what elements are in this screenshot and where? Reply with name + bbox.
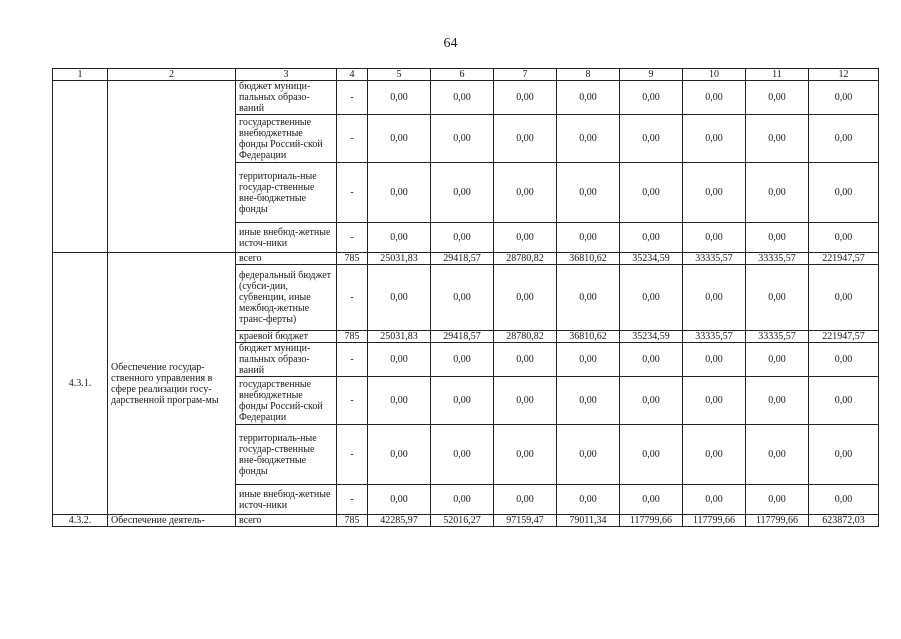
item-number: 4.3.2. (53, 515, 108, 527)
amount-cell: 0,00 (494, 81, 557, 115)
funding-source: иные внебюд-жетные источ-ники (236, 223, 337, 253)
amount-cell: 0,00 (368, 115, 431, 163)
amount-cell: 25031,83 (368, 253, 431, 265)
amount-cell: 0,00 (620, 343, 683, 377)
column-header: 3 (236, 69, 337, 81)
amount-cell: 0,00 (431, 343, 494, 377)
amount-cell: 0,00 (620, 81, 683, 115)
amount-cell: 0,00 (557, 163, 620, 223)
budget-table (52, 68, 879, 527)
ministry-code: - (337, 485, 368, 515)
amount-cell: 0,00 (683, 343, 746, 377)
table-row (53, 81, 879, 115)
amount-cell: 623872,03 (809, 515, 879, 527)
column-header: 12 (809, 69, 879, 81)
amount-cell: 0,00 (683, 377, 746, 425)
ministry-code: 785 (337, 331, 368, 343)
column-header: 7 (494, 69, 557, 81)
ministry-code: - (337, 425, 368, 485)
ministry-code: - (337, 265, 368, 331)
ministry-code: - (337, 163, 368, 223)
amount-cell: 35234,59 (620, 253, 683, 265)
page-number: 64 (443, 36, 458, 51)
amount-cell: 117799,66 (746, 515, 809, 527)
amount-cell: 0,00 (431, 377, 494, 425)
amount-cell: 0,00 (809, 485, 879, 515)
amount-cell: 42285,97 (368, 515, 431, 527)
amount-cell: 0,00 (683, 81, 746, 115)
amount-cell: 0,00 (809, 81, 879, 115)
amount-cell: 0,00 (557, 425, 620, 485)
amount-cell: 33335,57 (746, 253, 809, 265)
amount-cell: 0,00 (620, 377, 683, 425)
amount-cell: 33335,57 (746, 331, 809, 343)
funding-source: государственные внебюджетные фонды Россий-ской Федерации (236, 377, 337, 425)
amount-cell: 0,00 (557, 115, 620, 163)
funding-source: всего (236, 515, 337, 527)
amount-cell: 0,00 (494, 425, 557, 485)
ministry-code: 785 (337, 515, 368, 527)
amount-cell: 0,00 (746, 343, 809, 377)
amount-cell: 0,00 (494, 265, 557, 331)
amount-cell: 0,00 (368, 343, 431, 377)
amount-cell: 36810,62 (557, 331, 620, 343)
funding-source: территориаль-ные государ-ственные вне-бюджетные фонды (236, 163, 337, 223)
amount-cell: 0,00 (809, 377, 879, 425)
amount-cell: 0,00 (746, 163, 809, 223)
amount-cell: 0,00 (368, 81, 431, 115)
ministry-code: - (337, 223, 368, 253)
amount-cell: 0,00 (620, 115, 683, 163)
amount-cell: 0,00 (746, 223, 809, 253)
amount-cell: 0,00 (431, 163, 494, 223)
amount-cell: 0,00 (746, 485, 809, 515)
amount-cell: 0,00 (746, 115, 809, 163)
amount-cell: 97159,47 (494, 515, 557, 527)
amount-cell: 0,00 (683, 485, 746, 515)
amount-cell: 0,00 (494, 485, 557, 515)
amount-cell: 0,00 (809, 223, 879, 253)
amount-cell: 0,00 (494, 377, 557, 425)
amount-cell: 0,00 (809, 425, 879, 485)
amount-cell: 35234,59 (620, 331, 683, 343)
ministry-code: - (337, 377, 368, 425)
amount-cell: 0,00 (494, 163, 557, 223)
table-row (53, 253, 879, 265)
ministry-code: 785 (337, 253, 368, 265)
column-header: 2 (108, 69, 236, 81)
amount-cell: 0,00 (683, 265, 746, 331)
amount-cell: 0,00 (620, 163, 683, 223)
amount-cell: 29418,57 (431, 253, 494, 265)
funding-source: бюджет муници-пальных образо-ваний (236, 81, 337, 115)
amount-cell: 0,00 (557, 377, 620, 425)
amount-cell: 0,00 (368, 265, 431, 331)
funding-source: государственные внебюджетные фонды Россий-ской Федерации (236, 115, 337, 163)
amount-cell: 0,00 (683, 115, 746, 163)
amount-cell: 0,00 (431, 425, 494, 485)
amount-cell: 221947,57 (809, 253, 879, 265)
amount-cell: 0,00 (809, 265, 879, 331)
ministry-code: - (337, 81, 368, 115)
amount-cell: 0,00 (494, 223, 557, 253)
column-header: 4 (337, 69, 368, 81)
amount-cell: 0,00 (683, 223, 746, 253)
amount-cell: 0,00 (746, 81, 809, 115)
column-header: 9 (620, 69, 683, 81)
amount-cell: 0,00 (368, 377, 431, 425)
item-name (108, 81, 236, 253)
amount-cell: 0,00 (620, 425, 683, 485)
column-header: 5 (368, 69, 431, 81)
column-header: 8 (557, 69, 620, 81)
amount-cell: 0,00 (494, 115, 557, 163)
amount-cell: 0,00 (557, 81, 620, 115)
amount-cell: 0,00 (746, 425, 809, 485)
header-row (53, 69, 879, 81)
amount-cell: 0,00 (683, 425, 746, 485)
amount-cell: 0,00 (809, 343, 879, 377)
amount-cell: 0,00 (809, 115, 879, 163)
amount-cell: 29418,57 (431, 331, 494, 343)
column-header: 11 (746, 69, 809, 81)
amount-cell: 36810,62 (557, 253, 620, 265)
amount-cell: 0,00 (431, 81, 494, 115)
amount-cell: 0,00 (368, 163, 431, 223)
amount-cell: 0,00 (557, 223, 620, 253)
amount-cell: 0,00 (494, 343, 557, 377)
ministry-code: - (337, 343, 368, 377)
item-number: 4.3.1. (53, 253, 108, 515)
funding-source: иные внебюд-жетные источ-ники (236, 485, 337, 515)
column-header: 6 (431, 69, 494, 81)
funding-source: федеральный бюджет (субси-дии, субвенции, иные межбюд-жетные транс-ферты) (236, 265, 337, 331)
amount-cell: 221947,57 (809, 331, 879, 343)
amount-cell: 28780,82 (494, 331, 557, 343)
amount-cell: 0,00 (557, 485, 620, 515)
amount-cell: 0,00 (431, 265, 494, 331)
amount-cell: 79011,34 (557, 515, 620, 527)
amount-cell: 28780,82 (494, 253, 557, 265)
amount-cell: 0,00 (368, 425, 431, 485)
amount-cell: 0,00 (620, 265, 683, 331)
ministry-code: - (337, 115, 368, 163)
item-number (53, 81, 108, 253)
amount-cell: 0,00 (620, 485, 683, 515)
funding-source: территориаль-ные государ-ственные вне-бюджетные фонды (236, 425, 337, 485)
amount-cell: 0,00 (746, 377, 809, 425)
amount-cell: 117799,66 (683, 515, 746, 527)
amount-cell: 0,00 (557, 265, 620, 331)
amount-cell: 0,00 (809, 163, 879, 223)
item-name: Обеспечение деятель- (108, 515, 236, 527)
amount-cell: 33335,57 (683, 331, 746, 343)
amount-cell: 52016,27 (431, 515, 494, 527)
item-name: Обеспечение государ-ственного управления в сфере реализации госу-дарственной програм-мы (108, 253, 236, 515)
funding-source: всего (236, 253, 337, 265)
amount-cell: 0,00 (746, 265, 809, 331)
column-header: 10 (683, 69, 746, 81)
column-header: 1 (53, 69, 108, 81)
amount-cell: 25031,83 (368, 331, 431, 343)
amount-cell: 0,00 (683, 163, 746, 223)
amount-cell: 0,00 (431, 223, 494, 253)
amount-cell: 0,00 (557, 343, 620, 377)
amount-cell: 0,00 (431, 485, 494, 515)
amount-cell: 0,00 (368, 485, 431, 515)
funding-source: бюджет муници-пальных образо-ваний (236, 343, 337, 377)
funding-source: краевой бюджет (236, 331, 337, 343)
table-row (53, 515, 879, 527)
amount-cell: 0,00 (620, 223, 683, 253)
amount-cell: 0,00 (368, 223, 431, 253)
amount-cell: 0,00 (431, 115, 494, 163)
amount-cell: 33335,57 (683, 253, 746, 265)
amount-cell: 117799,66 (620, 515, 683, 527)
